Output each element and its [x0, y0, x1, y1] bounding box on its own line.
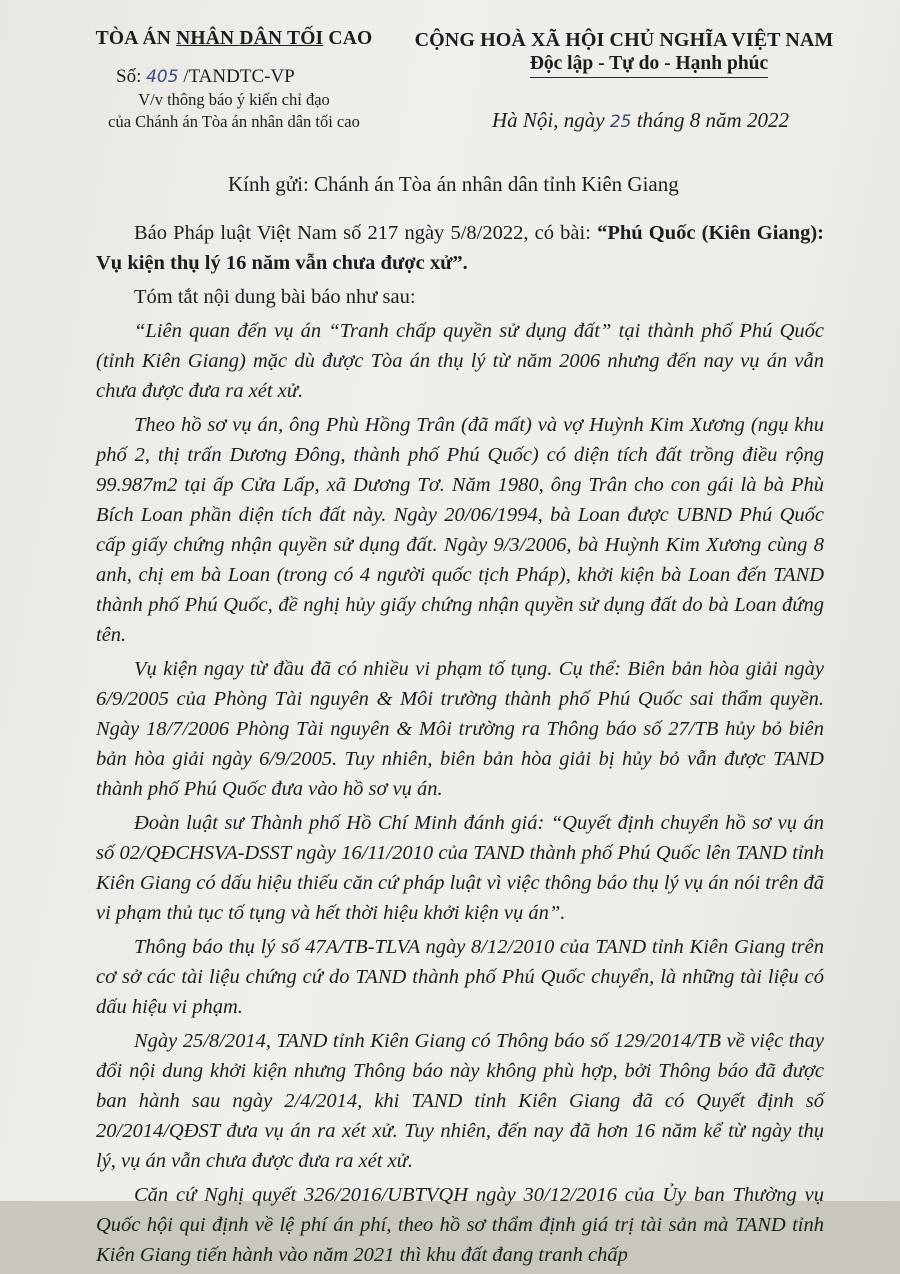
paragraph-intro: Báo Pháp luật Việt Nam số 217 ngày 5/8/2022, có bài: “Phú Quốc (Kiên Giang): Vụ kiện thụ lý 16 năm vẫn chưa được xử”. [96, 222, 824, 274]
paragraph-4: Theo hồ sơ vụ án, ông Phù Hồng Trân (đã mất) và vợ Huỳnh Kim Xương (ngụ khu phố 2, thị trấn Dương Đông, thành phố Phú Quốc) có diện tích đất trồng điều rộng 99.987m2 tại ấp Cửa Lấp, xã Dương Tơ. Năm 1980, ông Trân cho con gái là bà Phù Bích Loan phần diện tích đất này. Ngày 20/06/1994, bà Loan được UBND Phú Quốc cấp giấy chứng nhận quyền sử dụng đất. Ngày 9/3/2006, bà Huỳnh Kim Xương cùng 8 anh, chị em bà Loan (trong có 4 người quốc tịch Pháp), khởi kiện bà Loan đến TAND thành phố Phú Quốc, đề nghị hủy giấy chứng nhận quyền sử dụng đất do bà Loan đứng tên. [96, 414, 824, 646]
paragraph-7: Thông báo thụ lý số 47A/TB-TLVA ngày 8/12/2010 của TAND tỉnh Kiên Giang trên cơ sở các tài liệu chứng cứ do TAND thành phố Phú Quốc chuyển, là những tài liệu có dấu hiệu vi phạm. [96, 936, 824, 1018]
paragraph-6: Đoàn luật sư Thành phố Hồ Chí Minh đánh giá: “Quyết định chuyển hồ sơ vụ án số 02/QĐCHSVA-DSST ngày 16/11/2010 của TAND thành phố Phú Quốc lên TAND tỉnh Kiên Giang có dấu hiệu thiếu căn cứ pháp luật vì việc thông báo thụ lý vụ án nói trên đã vi phạm thủ tục tố tụng và hết thời hiệu khởi kiện vụ án”. [96, 812, 824, 924]
paragraph-9: Căn cứ Nghị quyết 326/2016/UBTVQH ngày 30/12/2016 của Ủy ban Thường vụ Quốc hội qui định về lệ phí án phí, theo hồ sơ thẩm định giá trị tài sản mà TAND tỉnh Kiên Giang tiến hành vào năm 2021 thì khu đất đang tranh chấp [96, 1184, 824, 1266]
subject-line-1: V/v thông báo ý kiến chỉ đạo [138, 90, 330, 109]
national-header [404, 28, 844, 78]
letter-body [96, 218, 824, 1274]
paragraph-summary-label: Tóm tắt nội dung bài báo như sau: [134, 286, 416, 308]
paragraph-3: “Liên quan đến vụ án “Tranh chấp quyền sử dụng đất” tại thành phố Phú Quốc (tỉnh Kiên Giang) mặc dù được Tòa án thụ lý từ năm 2006 nhưng đến nay vụ án vẫn chưa được đưa ra xét xử. [96, 320, 824, 402]
document-number: Số: 405 /TANDTC-VP [116, 66, 295, 87]
handwritten-number: 405 [146, 67, 179, 87]
nation-title: CỘNG HOÀ XÃ HỘI CHỦ NGHĨA VIỆT NAM [414, 29, 834, 51]
handwritten-day: 25 [609, 112, 632, 132]
article-title: “Phú Quốc (Kiên Giang): Vụ kiện thụ lý 16 năm vẫn chưa được xử”. [96, 222, 824, 274]
subject-line-2: của Chánh án Tòa án nhân dân tối cao [108, 112, 360, 131]
recipient-line: Kính gửi: Chánh án Tòa án nhân dân tỉnh Kiên Giang [228, 172, 679, 196]
issuer-block [64, 28, 404, 132]
motto: Độc lập - Tự do - Hạnh phúc [530, 52, 768, 78]
paragraph-5: Vụ kiện ngay từ đầu đã có nhiều vi phạm tố tụng. Cụ thể: Biên bản hòa giải ngày 6/9/2005 của Phòng Tài nguyên & Môi trường thành phố Phú Quốc sai thẩm quyền. Ngày 18/7/2006 Phòng Tài nguyên & Môi trường ra Thông báo số 27/TB hủy bỏ biên bản hòa giải ngày 6/9/2005. Tuy nhiên, biên bản hòa giải bị hủy bỏ vẫn được TAND thành phố Phú Quốc đưa vào hồ sơ vụ án. [96, 658, 824, 800]
paragraph-8: Ngày 25/8/2014, TAND tỉnh Kiên Giang có Thông báo số 129/2014/TB về việc thay đổi nội dung khởi kiện nhưng Thông báo này không phù hợp, bởi Thông báo đã được ban hành sau ngày 2/4/2014, khi TAND tỉnh Kiên Giang đã có Quyết định số 20/2014/QĐST đưa vụ án ra xét xử. Tuy nhiên, đến nay đã hơn 16 năm kể từ ngày thụ lý, vụ án vẫn chưa được đưa ra xét xử. [96, 1030, 824, 1172]
issue-date: Hà Nội, ngày 25 tháng 8 năm 2022 [492, 108, 789, 132]
issuer-name: TÒA ÁN NHÂN DÂN TỐI CAO [95, 28, 373, 49]
